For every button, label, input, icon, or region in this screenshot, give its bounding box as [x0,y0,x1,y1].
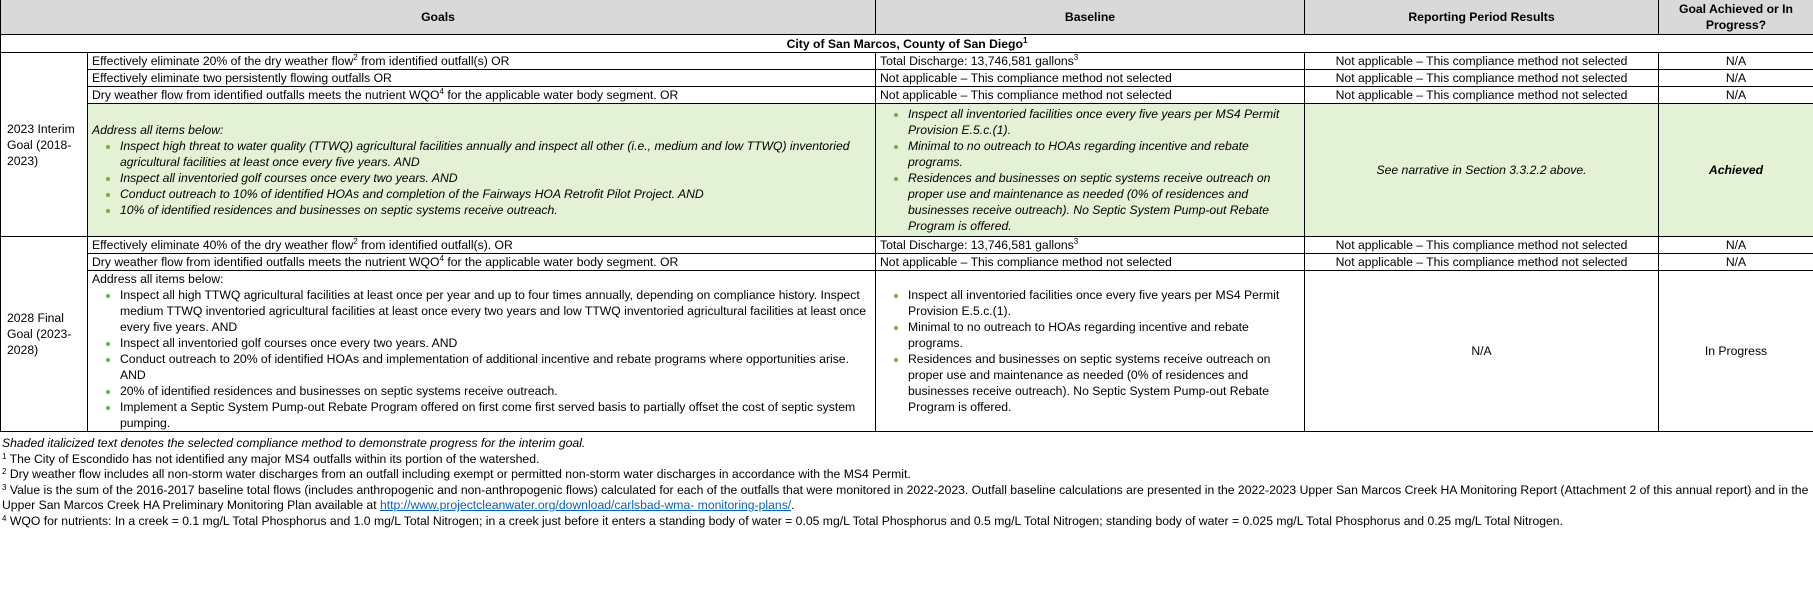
footnote-2 [2,467,1811,483]
footnote-text: The City of Escondido has not identified any major MS4 outfalls within its portion of the watershed. [6,451,540,466]
list-item: • Minimal to no outreach to HOAs regarding incentive and rebate programs. [908,319,1300,351]
jurisdiction-footnote-ref: 1 [1022,35,1028,45]
monitoring-plans-link[interactable]: http://www.projectcleanwater.org/download/carlsbad-wma- monitoring-plans/ [379,498,792,512]
goal-text: for the applicable water body segment. OR [443,255,679,269]
table-row [1,237,1813,254]
final-goal-cell [88,271,876,432]
list-item: • Inspect all high TTWQ agricultural facilities at least once per year and up to four times annually, depending on compliance history. Inspect medium TTWQ inventoried agricultural facilities at least once every two years and low TTWQ inventoried agricultural facilities at least once every five years. AND [120,287,871,335]
list-item: • Implement a Septic System Pump-out Rebate Program offered on first come first served basis to partially offset the cost of septic system pumping. [120,399,871,431]
list-item: • 20% of identified residences and businesses on septic systems receive outreach. [120,383,871,399]
list-item: • Inspect all inventoried golf courses once every two years. AND [120,335,871,351]
final-goal-label: 2028 Final Goal (2023-2028) [1,237,88,432]
achieved-cell: N/A [1659,237,1813,254]
selected-goal-cell [88,104,876,237]
baseline-cell: Not applicable – This compliance method not selected [876,70,1305,87]
shaded-note: Shaded italicized text denotes the selected compliance method to demonstrate progress for the interim goal. [2,436,586,450]
selected-baseline-list [880,106,1300,234]
jurisdiction-row [1,35,1813,53]
table-header-row [1,0,1813,35]
footnote-number: 4 [2,513,7,523]
goal-text: Effectively eliminate 20% of the dry weather flow [92,54,354,68]
footnote-ref: 3 [1073,53,1079,62]
final-achieved-cell: In Progress [1659,271,1813,432]
final-baseline-list [880,287,1300,415]
selected-baseline-cell [876,104,1305,237]
list-item: • Conduct outreach to 10% of identified HOAs and completion of the Fairways HOA Retrofit Pilot Project. AND [120,186,871,202]
table-row [1,70,1813,87]
footnote-text: Dry weather flow includes all non-storm water discharges from an outfall including exempt or permitted non-storm water discharges in accordance with the MS4 Permit. [6,467,911,481]
goal-text: Dry weather flow from identified outfalls meets the nutrient WQO [92,88,440,102]
baseline-cell [876,237,1305,254]
results-cell: Not applicable – This compliance method not selected [1305,237,1659,254]
selected-results-cell: See narrative in Section 3.3.2.2 above. [1305,104,1659,237]
baseline-cell [876,53,1305,70]
footnote-text: . [791,498,795,512]
results-cell: Not applicable – This compliance method not selected [1305,254,1659,271]
goal-cell [88,87,876,104]
list-item: • Conduct outreach to 20% of identified HOAs and implementation of additional incentive and rebate programs where opportunities arise. AND [120,351,871,383]
list-item: • Inspect high threat to water quality (TTWQ) agricultural facilities annually and inspect all other (i.e., medium and low TTWQ) inventoried agricultural facilities at least once every five years. AND [120,138,871,170]
footnote-ref: 2 [353,53,358,62]
goal-text: Effectively eliminate 40% of the dry weather flow [92,238,354,252]
list-item: • 10% of identified residences and businesses on septic systems receive outreach. [120,202,871,218]
footnote-ref: 4 [439,254,444,263]
footnote-ref: 4 [439,87,444,96]
baseline-cell: Not applicable – This compliance method not selected [876,87,1305,104]
final-results-cell: N/A [1305,271,1659,432]
header-baseline: Baseline [876,0,1305,35]
goal-text: from identified outfall(s) OR [357,54,510,68]
final-goal-intro: Address all items below: [92,272,224,286]
final-baseline-cell [876,271,1305,432]
table-row [1,53,1813,70]
list-item: • Inspect all inventoried facilities once every five years per MS4 Permit Provision E.5.c.(1). [908,287,1300,319]
baseline-text: Total Discharge: 13,746,581 gallons [880,238,1074,252]
results-cell: Not applicable – This compliance method not selected [1305,87,1659,104]
footnote-number: 3 [2,482,7,492]
footnote-text: WQO for nutrients: In a creek = 0.1 mg/L Total Phosphorus and 1.0 mg/L Total Nitrogen; in a creek just before it enters a standing body of water = 0.05 mg/L Total Phosphorus and 0.5 mg/L Total Nitrogen; standing body of water = 0.025 mg/L Total Phosphorus and 0.25 mg/L Total Nitrogen. [6,513,1563,528]
goal-text: for the applicable water body segment. OR [443,88,679,102]
list-item: • Inspect all inventoried facilities once every five years per MS4 Permit Provision E.5.c.(1). [908,106,1300,138]
table-row [1,87,1813,104]
selected-method-row [1,104,1813,237]
list-item: • Inspect all inventoried golf courses once every two years. AND [120,170,871,186]
jurisdiction-cell [1,35,1813,53]
final-goal-list [92,287,871,431]
achieved-cell: N/A [1659,53,1813,70]
selected-goal-list [92,138,871,218]
list-item: • Residences and businesses on septic systems receive outreach on proper use and maintenance as needed (0% of residences and businesses receive outreach). No Septic System Pump-out Rebate Program is offered. [908,170,1300,234]
footnote-4 [2,514,1811,530]
footnote-number: 2 [2,467,7,476]
achieved-cell: N/A [1659,70,1813,87]
interim-goal-label: 2023 Interim Goal (2018-2023) [1,53,88,237]
goal-cell [88,254,876,271]
selected-achieved-cell: Achieved [1659,104,1813,237]
goal-text: from identified outfall(s). OR [357,238,513,252]
selected-goal-intro: Address all items below: [92,123,224,137]
results-cell: Not applicable – This compliance method not selected [1305,70,1659,87]
header-achieved: Goal Achieved or In Progress? [1659,0,1813,35]
footnote-number: 1 [2,451,7,461]
results-cell: Not applicable – This compliance method not selected [1305,53,1659,70]
goal-cell [88,53,876,70]
footnote-ref: 2 [353,237,358,246]
footnote-1 [2,452,1811,468]
table-row [1,254,1813,271]
header-results: Reporting Period Results [1305,0,1659,35]
header-goals: Goals [1,0,876,35]
footnote-3 [2,483,1811,514]
goal-text: Effectively eliminate two persistently flowing outfalls OR [92,71,392,85]
goal-cell [88,237,876,254]
footnote-ref: 3 [1073,237,1079,246]
final-selected-row [1,271,1813,432]
baseline-cell: Not applicable – This compliance method not selected [876,254,1305,271]
footnotes [2,436,1811,529]
list-item: • Residences and businesses on septic systems receive outreach on proper use and maintenance as needed (0% of residences and businesses receive outreach). No Septic System Pump-out Rebate Program is offered. [908,351,1300,415]
goal-cell [88,70,876,87]
achieved-cell: N/A [1659,87,1813,104]
jurisdiction-name: City of San Marcos, County of San Diego [786,36,1023,51]
list-item: • Minimal to no outreach to HOAs regarding incentive and rebate programs. [908,138,1300,170]
footnote-text: Value is the sum of the 2016-2017 baseline total flows (includes anthropogenic and non-anthropogenic flows) calculated for each of the outfalls that were monitored in 2022-2023. Outfall baseline calculations are presented in the 2022-2023 Upper San Marcos Creek HA Monitoring Report (Attachment 2 of this annual report) and in the Upper San Marcos Creek HA Preliminary Monitoring Plan available at [2,482,1809,512]
goal-text: Dry weather flow from identified outfalls meets the nutrient WQO [92,255,440,269]
achieved-cell: N/A [1659,254,1813,271]
baseline-text: Total Discharge: 13,746,581 gallons [880,54,1074,68]
